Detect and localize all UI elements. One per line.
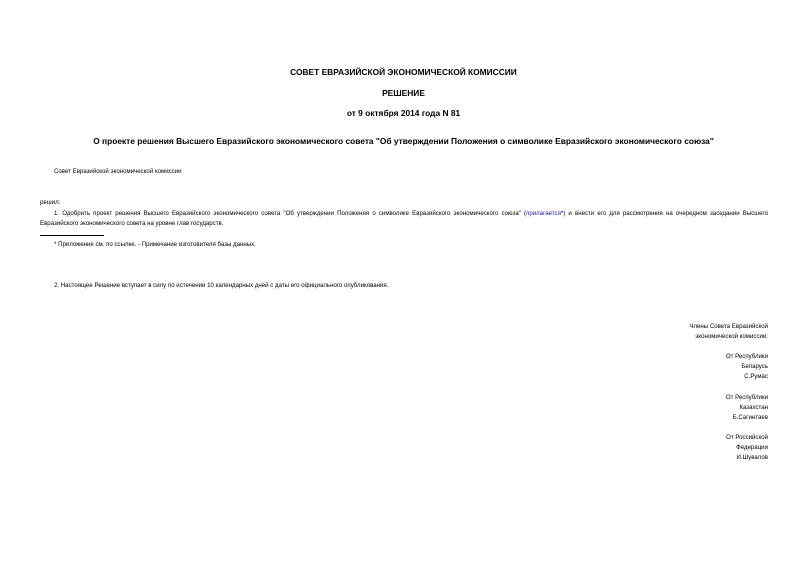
signatories-heading-line: Члены Совета Евразийской: [689, 323, 768, 330]
decided-label: решил:: [40, 199, 61, 206]
footnote-divider: [40, 235, 104, 236]
signatory-name: С.Румас: [744, 373, 768, 381]
signature-russia: [568, 433, 768, 464]
signatories-heading-line: экономической комиссии:: [695, 333, 768, 341]
attachment-link[interactable]: прилагается: [526, 210, 561, 217]
document-subject: О проекте решения Высшего Евразийского экономического совета "Об утверждении Положения о символике Евразийского экономического союза": [93, 136, 714, 146]
organization-title: СОВЕТ ЕВРАЗИЙСКОЙ ЭКОНОМИЧЕСКОЙ КОМИССИИ: [290, 67, 517, 77]
item1-text-after: *) и внести его для рассмотрения на очередном заседании Высшего Евразийского экономического совета на уровне глав государств.: [40, 210, 768, 227]
footnote: * Приложение см. по ссылке. - Примечание изготовителя базы данных.: [54, 241, 256, 248]
signature-line: От Российской: [726, 434, 768, 441]
document-type: РЕШЕНИЕ: [382, 88, 425, 98]
signature-line: Федерации: [736, 444, 768, 452]
decision-item-2: 2. Настоящее Решение вступает в силу по истечении 10 календарных дней с даты его официального опубликования.: [54, 282, 389, 289]
document-date-number: от 9 октября 2014 года N 81: [346, 108, 461, 118]
signature-line: От Республики: [725, 394, 768, 401]
signature-line: От Республики: [725, 353, 768, 360]
signatory-name: Б.Сагинтаев: [732, 414, 768, 422]
signatories-heading: [568, 322, 768, 342]
signature-belarus: [568, 352, 768, 383]
issuing-body: Совет Евразийской экономической комиссии: [54, 168, 182, 175]
signature-kazakhstan: [568, 393, 768, 424]
signature-line: Казахстан: [739, 404, 768, 412]
signature-line: Беларусь: [741, 363, 768, 371]
decision-item-1: [40, 209, 768, 229]
item1-text-before: 1. Одобрить проект решения Высшего Евразийского экономического совета "Об утверждении Положения о символике Евразийского экономического союза" (: [54, 210, 527, 217]
signatory-name: И.Шувалов: [736, 454, 768, 462]
